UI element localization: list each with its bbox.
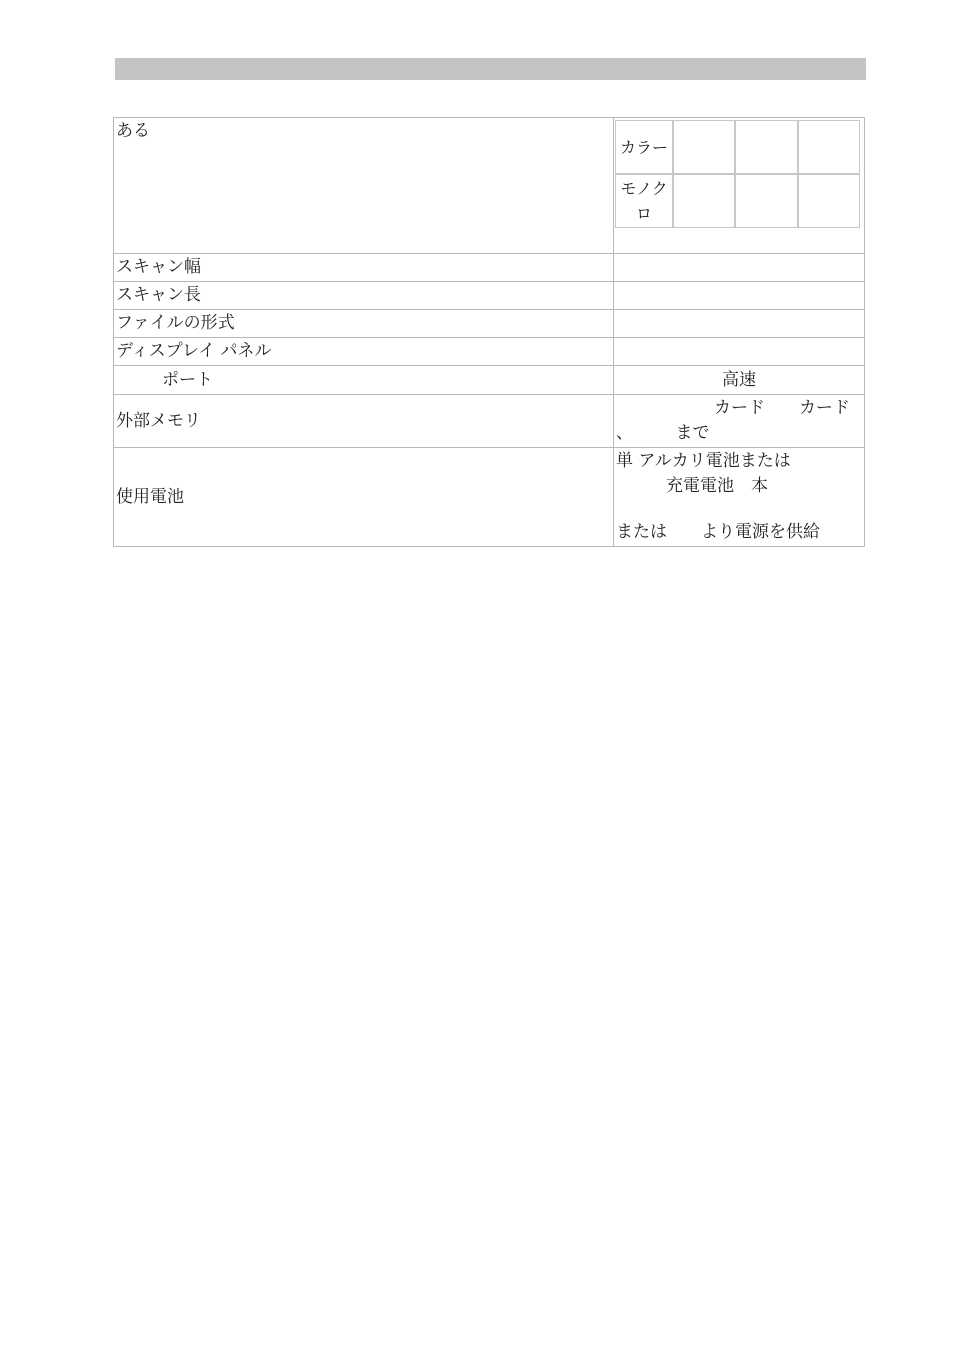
mode-cell xyxy=(798,120,860,174)
row-label: ある xyxy=(114,118,614,254)
table-row xyxy=(114,448,865,547)
table-row xyxy=(114,395,865,448)
table-row xyxy=(114,338,865,366)
row-label: スキャン長 xyxy=(114,282,614,310)
mono-mode-label: モノクロ xyxy=(615,174,673,228)
row-label: ポート xyxy=(114,366,614,395)
mode-cell xyxy=(798,174,860,228)
row-value xyxy=(614,310,865,338)
header-bar xyxy=(115,58,866,80)
battery-line-1: 単 アルカリ電池または xyxy=(616,451,791,471)
row-value: 高速 xyxy=(614,366,865,395)
color-mode-label: カラー xyxy=(615,120,673,174)
mode-cell xyxy=(673,174,735,228)
row-label: 外部メモリ xyxy=(114,395,614,448)
spec-table xyxy=(113,117,865,547)
row-label: スキャン幅 xyxy=(114,254,614,282)
mode-cell xyxy=(735,174,797,228)
mode-cell xyxy=(735,120,797,174)
battery-line-2: 充電電池 本 xyxy=(666,476,768,496)
row-value xyxy=(614,448,865,547)
mode-cell xyxy=(673,120,735,174)
modes-table xyxy=(615,120,860,228)
table-row xyxy=(114,366,865,395)
row-value xyxy=(614,254,865,282)
mode-extra-space xyxy=(614,228,864,250)
row-value xyxy=(614,338,865,366)
table-row xyxy=(114,254,865,282)
row-value xyxy=(614,395,865,448)
battery-line-3: または より電源を供給 xyxy=(616,522,820,542)
modes-cell xyxy=(614,118,865,254)
row-label: 使用電池 xyxy=(114,448,614,547)
external-memory-line-2: 、 まで xyxy=(616,423,710,443)
external-memory-line-1: カード カード xyxy=(714,398,850,418)
table-row xyxy=(114,310,865,338)
row-label: ディスプレイ パネル xyxy=(114,338,614,366)
table-row xyxy=(114,282,865,310)
row-value xyxy=(614,282,865,310)
row-label: ファイルの形式 xyxy=(114,310,614,338)
table-row xyxy=(114,118,865,254)
